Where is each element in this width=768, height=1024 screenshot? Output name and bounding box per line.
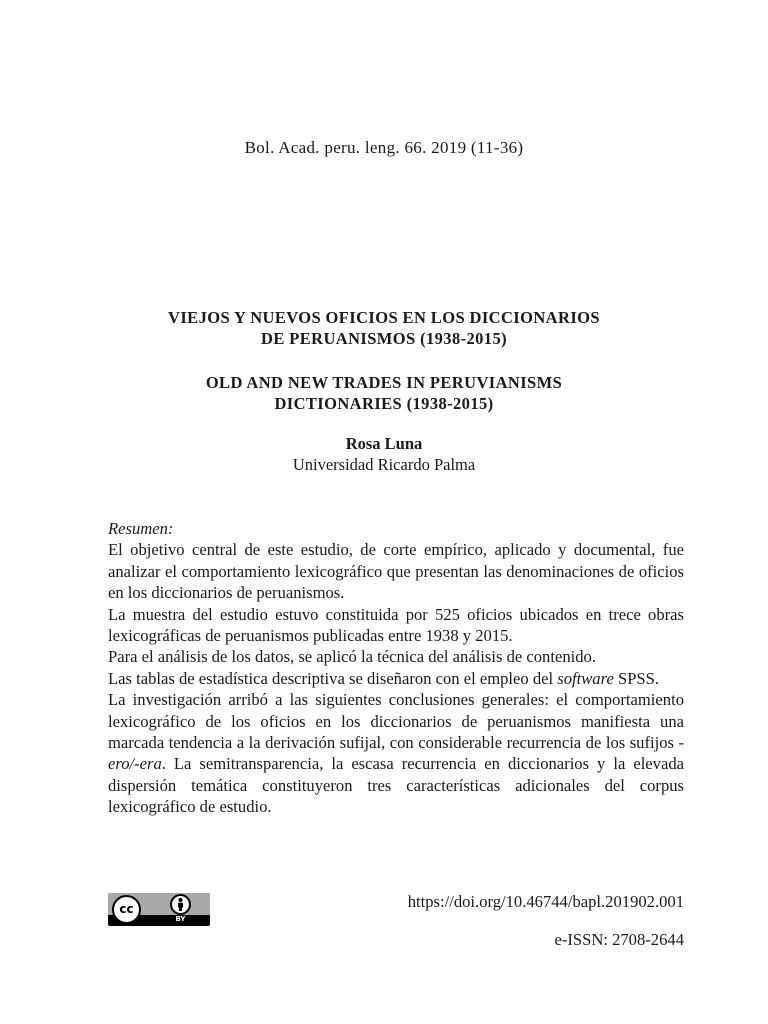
author-affiliation: Universidad Ricardo Palma — [292, 455, 476, 474]
journal-reference: Bol. Acad. peru. leng. 66. 2019 (11-36) — [244, 138, 524, 157]
abstract-label: Resumen: — [108, 519, 174, 538]
eissn: e-ISSN: 2708-2644 — [554, 930, 684, 949]
statistics-text-start: Las tablas de estadística descriptiva se diseñaron con el empleo del — [108, 668, 558, 688]
attribution-person-icon — [170, 894, 191, 915]
title-english-line-1: OLD AND NEW TRADES IN PERUVIANISMS — [205, 373, 563, 392]
cc-by-license-icon[interactable] — [108, 893, 210, 926]
statistics-text-end: SPSS. — [613, 668, 660, 688]
attribution-label: BY — [175, 915, 186, 923]
title-spanish — [100, 307, 668, 349]
title-english-line-2: DICTIONARIES (1938-2015) — [274, 394, 494, 413]
abstract — [108, 518, 684, 818]
conclusions-text-end: . La semitransparencia, la escasa recurrencia en diccionarios y la elevada dispersión temática constituyeron tres características adicionales del corpus lexicográfico de estudio. — [108, 754, 684, 817]
title-english — [100, 372, 668, 414]
author-name: Rosa Luna — [345, 434, 423, 453]
title-spanish-line-2: DE PERUANISMOS (1938-2015) — [261, 329, 507, 348]
suffix-term: -ero/-era — [108, 733, 684, 774]
abstract-paragraph-objective: El objetivo central de este estudio, de corte empírico, aplicado y documental, fue analizar el comportamiento lexicográfico que presentan las denominaciones de oficios en los diccionarios de peruanismos. — [108, 540, 684, 603]
abstract-paragraph-statistics — [108, 668, 684, 689]
abstract-paragraph-analysis: Para el análisis de los datos, se aplicó la técnica del análisis de contenido. — [108, 647, 596, 667]
software-term: software — [557, 668, 614, 688]
conclusions-text-start: La investigación arribó a las siguientes conclusiones generales: el comportamiento lexicográfico de los oficios en los diccionarios de peruanismos manifiesta una marcada tendencia a la derivación sufijal, con considerable recurrencia de los sufijos — [108, 690, 684, 753]
doi-link[interactable]: https://doi.org/10.46744/bapl.201902.001 — [407, 892, 684, 911]
creative-commons-icon: cc — [112, 895, 141, 924]
abstract-paragraph-conclusions — [108, 689, 684, 817]
title-spanish-line-1: VIEJOS Y NUEVOS OFICIOS EN LOS DICCIONARIOS — [168, 308, 600, 327]
abstract-paragraph-sample: La muestra del estudio estuvo constituida por 525 oficios ubicados en trece obras lexicográficas de peruanismos publicadas entre 1938 y 2015. — [108, 604, 684, 646]
